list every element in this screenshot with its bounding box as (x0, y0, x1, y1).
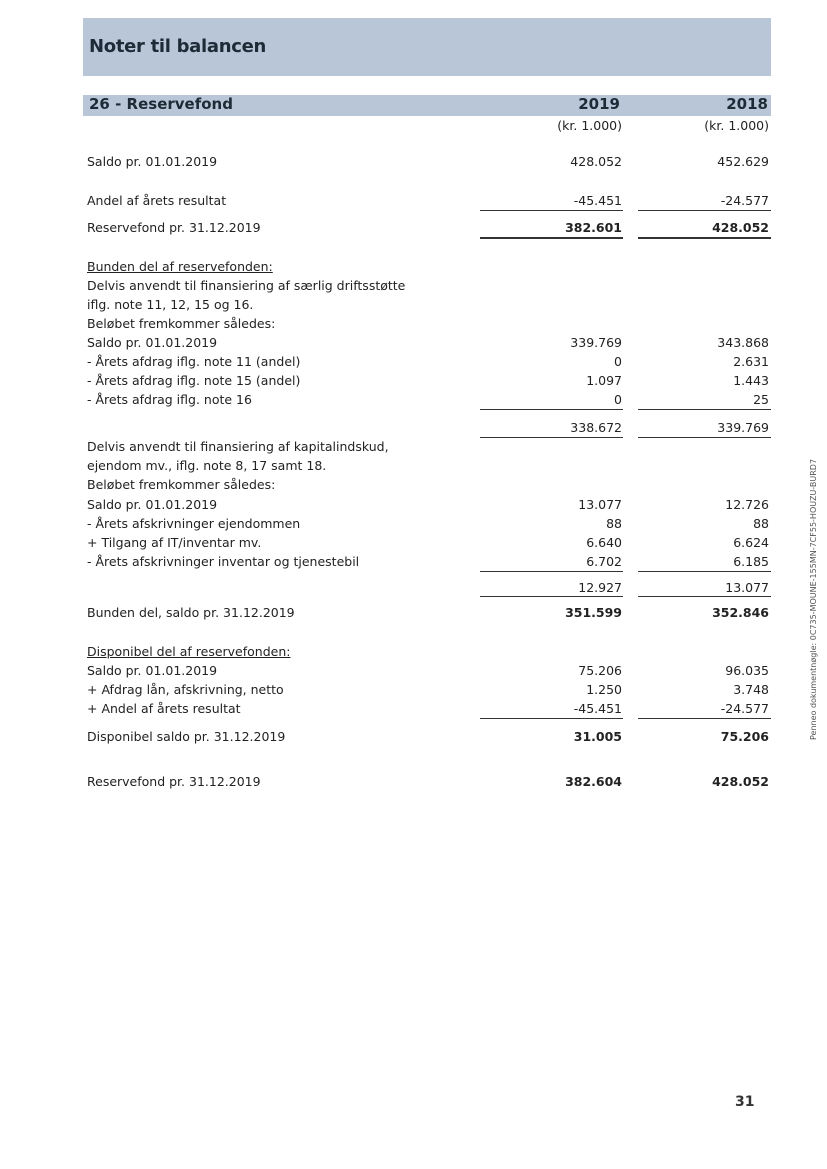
value-2018: 6.185 (733, 554, 769, 569)
row-label: Bunden del af reservefonden: (87, 259, 273, 274)
value-2018: 2.631 (733, 354, 769, 369)
row-d-saldo (0, 663, 827, 682)
sum-line (638, 718, 771, 719)
description-line (0, 439, 827, 458)
row-label: Saldo pr. 01.01.2019 (87, 497, 218, 512)
value-2018: 3.748 (733, 682, 769, 697)
value-2018: 428.052 (712, 220, 769, 235)
section-heading-disponibel (0, 644, 827, 663)
description-line (0, 278, 827, 297)
value-2018: 343.868 (717, 335, 769, 350)
value-2018: 428.052 (712, 774, 769, 789)
section-heading-bunden (0, 259, 827, 278)
row-label: + Andel af årets resultat (87, 701, 241, 716)
description-line (0, 297, 827, 316)
value-2019: 351.599 (565, 605, 622, 620)
row-label: Saldo pr. 01.01.2019 (87, 663, 218, 678)
value-2018: -24.577 (720, 193, 769, 208)
description-line (0, 477, 827, 496)
value-2018: 12.726 (725, 497, 769, 512)
value-2019: 0 (614, 392, 622, 407)
value-2018: 13.077 (725, 580, 769, 595)
row-d-total (0, 729, 827, 748)
note-title: 26 - Reservefond (89, 95, 233, 113)
value-2019: 382.601 (565, 220, 622, 235)
sum-line (638, 571, 771, 572)
row-label: Andel af årets resultat (87, 193, 227, 208)
value-2019: 339.769 (570, 335, 622, 350)
value-2019: 6.640 (586, 535, 622, 550)
sum-line (480, 718, 623, 719)
row-label: Reservefond pr. 31.12.2019 (87, 774, 261, 789)
sum-line (638, 409, 771, 410)
row-saldo (0, 154, 827, 173)
value-2018: -24.577 (720, 701, 769, 716)
row-label: + Tilgang af IT/inventar mv. (87, 535, 262, 550)
sum-line (480, 409, 623, 410)
row-label: ejendom mv., iflg. note 8, 17 samt 18. (87, 458, 327, 473)
row-label: - Årets afdrag iflg. note 11 (andel) (87, 354, 301, 369)
row-label: Beløbet fremkommer således: (87, 477, 276, 492)
sum-line (480, 571, 623, 572)
row-label: Delvis anvendt til finansiering af særlig driftsstøtte (87, 278, 406, 293)
value-2018: 339.769 (717, 420, 769, 435)
value-2019: 88 (606, 516, 622, 531)
value-2019: 6.702 (586, 554, 622, 569)
row-label: Beløbet fremkommer således: (87, 316, 276, 331)
row-k-afskr (0, 516, 827, 535)
row-bunden-total (0, 605, 827, 624)
value-2019: 12.927 (578, 580, 622, 595)
value-2018: 75.206 (720, 729, 769, 744)
sum-line (638, 210, 771, 211)
row-final-total (0, 774, 827, 793)
total-line (638, 237, 771, 239)
value-2019: 13.077 (578, 497, 622, 512)
value-2018: 352.846 (712, 605, 769, 620)
row-k-saldo (0, 497, 827, 516)
value-2019: 1.250 (586, 682, 622, 697)
row-label: Disponibel saldo pr. 31.12.2019 (87, 729, 286, 744)
value-2018: 25 (753, 392, 769, 407)
row-label: + Afdrag lån, afskrivning, netto (87, 682, 284, 697)
row-b-saldo (0, 335, 827, 354)
row-k-tilgang (0, 535, 827, 554)
row-label: - Årets afskrivninger inventar og tjenestebil (87, 554, 360, 569)
value-2018: 452.629 (717, 154, 769, 169)
page-number: 31 (735, 1094, 755, 1110)
year-2018-header: 2018 (726, 95, 768, 113)
row-label: - Årets afskrivninger ejendommen (87, 516, 301, 531)
row-label: Bunden del, saldo pr. 31.12.2019 (87, 605, 295, 620)
value-2018: 1.443 (733, 373, 769, 388)
value-2018: 88 (753, 516, 769, 531)
value-2018: 6.624 (733, 535, 769, 550)
page-title: Noter til balancen (89, 36, 267, 57)
sum-line (638, 437, 771, 438)
row-label: Delvis anvendt til finansiering af kapitalindskud, (87, 439, 389, 454)
value-2019: 31.005 (573, 729, 622, 744)
unit-2019: (kr. 1.000) (557, 118, 622, 133)
row-label: Saldo pr. 01.01.2019 (87, 154, 218, 169)
value-2019: 382.604 (565, 774, 622, 789)
value-2019: 338.672 (570, 420, 622, 435)
sum-line (480, 596, 623, 597)
description-line (0, 458, 827, 477)
value-2019: 0 (614, 354, 622, 369)
description-line (0, 316, 827, 335)
value-2019: 428.052 (570, 154, 622, 169)
value-2019: -45.451 (573, 701, 622, 716)
row-b-afdrag15 (0, 373, 827, 392)
row-b-afdrag11 (0, 354, 827, 373)
document-key-stamp: Penneo dokumentnøgle: 0C735-MOUNE-155MN-7CF55-HOUZU-BURD7 (809, 458, 818, 740)
row-label: Saldo pr. 01.01.2019 (87, 335, 218, 350)
row-label: - Årets afdrag iflg. note 15 (andel) (87, 373, 301, 388)
row-label: Disponibel del af reservefonden: (87, 644, 291, 659)
sum-line (480, 210, 623, 211)
value-2019: 1.097 (586, 373, 622, 388)
total-line (480, 237, 623, 239)
row-label: - Årets afdrag iflg. note 16 (87, 392, 252, 407)
value-2019: -45.451 (573, 193, 622, 208)
row-d-afdrag (0, 682, 827, 701)
value-2019: 75.206 (578, 663, 622, 678)
year-2019-header: 2019 (578, 95, 620, 113)
sum-line (638, 596, 771, 597)
row-label: iflg. note 11, 12, 15 og 16. (87, 297, 254, 312)
page-header-banner (83, 18, 771, 76)
value-2018: 96.035 (725, 663, 769, 678)
row-label: Reservefond pr. 31.12.2019 (87, 220, 261, 235)
unit-2018: (kr. 1.000) (704, 118, 769, 133)
sum-line (480, 437, 623, 438)
